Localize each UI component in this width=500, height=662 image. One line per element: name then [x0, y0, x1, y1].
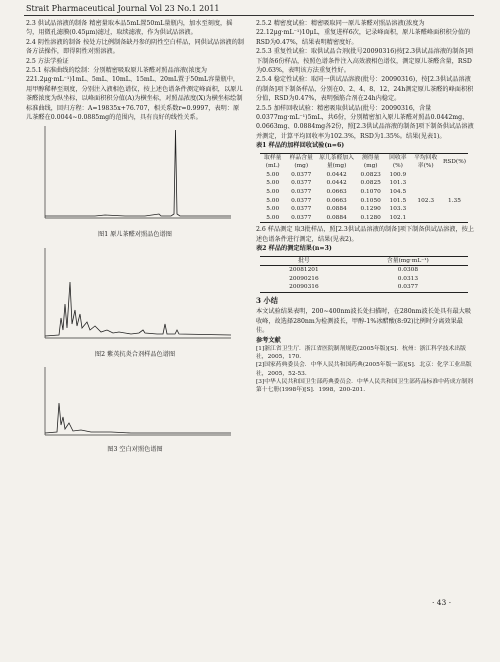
table-1-header-cell: 测得量(mg)	[356, 153, 385, 171]
table-cell: 0.0442	[326, 171, 347, 178]
table-cell: 0.0884	[317, 214, 356, 223]
table-cell: 100.9	[389, 171, 407, 178]
table-cell: 20090316	[260, 283, 348, 292]
table-1-header-cell: 原儿茶醛加入量(mg)	[317, 153, 356, 171]
table-2-caption: 表2 样品的测定结果(n=3)	[256, 245, 332, 253]
table-cell: 20081201	[289, 267, 319, 274]
table-2-row	[260, 283, 468, 292]
figure-1-caption: 图1 原儿茶醛对照品色谱图	[98, 231, 172, 239]
section-2-5-4: 2.5.4 稳定性试验：取同一供试品溶液(批号：20090316)，按[2.3供试品溶液的制备]项下制备样品，分别在0、2、4、8、12、24h测定原儿茶醛的峰面积积分值，RSD为0.47%，表明强筋合剂在24h内稳定。	[256, 76, 474, 103]
table-2-header-cell: 含量(mg·mL⁻¹)	[348, 256, 468, 266]
table-cell	[411, 214, 441, 223]
table-cell: 0.0884	[326, 206, 347, 213]
table-1-row	[260, 205, 468, 214]
section-3-heading: 3 小结	[256, 296, 278, 306]
table-cell: 0.1280	[356, 214, 385, 223]
table-cell: 0.0377	[291, 206, 312, 213]
section-2-5-heading: 2.5 方法学验证	[26, 57, 69, 65]
table-cell	[441, 179, 468, 188]
table-cell: 0.0377	[285, 214, 317, 223]
table-cell: 0.1290	[360, 206, 381, 213]
table-1-row	[260, 188, 468, 197]
section-3-summary: 本文试验结果表明，200~400nm波长处扫描时，在280nm波长处具有最大吸收峰，故选择280nm为检测波长，甲醇-1%冰醋酸(8:92)比例时分离效果最佳。	[256, 308, 472, 335]
figure-2-caption: 图2 紫英抗炎合剂样品色谱图	[94, 350, 176, 358]
journal-header: Strait Pharmaceutical Journal Vol 23 No.1 2011	[26, 4, 220, 13]
section-2-4: 2.4 阴性溶液的制备 按处方比例制备缺丹参的阴性空白样品，同供试品溶液的制备方法操作，即得阴性对照溶液。	[26, 38, 244, 56]
table-cell	[441, 171, 468, 180]
table-cell	[411, 188, 441, 197]
table-cell: 101.3	[389, 180, 407, 187]
section-2-5-3: 2.5.3 重复性试验：取供试品合剂(批号20090316)按[2.3供试品溶液的制备]项下制备6份样品，按照色谱条件注入高效液相色谱仪，测定原儿茶醛含量，RSD为0.63%，表明该方法重复性好。	[256, 48, 474, 75]
table-1-header-cell: 平均回收率(%)	[411, 153, 441, 171]
table-cell: 104.5	[389, 189, 407, 196]
table-cell: 0.0377	[291, 189, 312, 196]
section-2-5-1: 2.5.1 标准曲线的绘制：分别精密吸取原儿茶醛对照品溶液(浓度为221.2μg·mL⁻¹)1mL、5mL、10mL、15mL、20mL置于50mL容量瓶中，用甲醇稀释至刻度，分别注入液相色谱仪，按上述色谱条件测定峰面积，以原儿茶醛浓度为纵坐标，以峰面积积分值(A)为横坐标，对照品浓度(X)为横坐标绘制标准曲线，回归方程：A=19835x+76.707，相关系数r=0.9997，表明：原儿茶醛在0.0044~0.0885mg的范围内，具有良好的线性关系。	[26, 67, 243, 122]
section-2-5-5: 2.5.5 加样回收试验：精密吸取供试品(批号：20090316，含量0.0377mg·mL⁻¹)5mL，共6份，分别精密加入原儿茶醛对照品0.0442mg、0.0663mg、0.0884mg各2份，照[2.3供试品溶液的制备]项下制备供试品溶液并测定，计算平均回收率为102.3%，RSD为1.35%。结果(见表1)。	[256, 104, 474, 140]
table-1-header-cell: 取样量(mL)	[260, 153, 285, 171]
table-2-row	[260, 266, 468, 275]
table-cell: 0.0377	[348, 283, 468, 292]
table-cell: 0.0377	[291, 197, 312, 204]
reference-item: [3]中华人民共和国卫生部药典委员会．中华人民共和国卫生部药品标准中药成方制剂第十七册(1998年)[S]．1998，200-201.	[256, 378, 473, 394]
table-1	[260, 153, 468, 224]
table-cell: 5.00	[266, 180, 280, 187]
figure-1-chromatogram	[35, 122, 235, 228]
table-cell	[441, 214, 468, 223]
figure-3-caption: 图3 空白对照色谱图	[107, 446, 163, 454]
table-cell: 0.0313	[397, 275, 419, 282]
table-2-header-cell: 批号	[260, 256, 348, 266]
table-cell: 0.1070	[360, 189, 381, 196]
right-column	[256, 19, 474, 394]
table-cell: 0.0442	[326, 180, 347, 187]
table-1-row	[260, 179, 468, 188]
table-cell: 0.0663	[326, 189, 347, 196]
table-cell: 5.00	[260, 214, 285, 223]
table-1-row	[260, 214, 468, 223]
table-cell: 5.00	[266, 171, 280, 178]
table-1-average-recovery: 102.3	[417, 197, 435, 204]
section-2-6: 2.6 样品测定 取3批样品，照[2.3供试品溶液的制备]项下制备供试品溶液，按上述色谱条件进行测定，结果(见表2)。	[256, 226, 475, 243]
reference-item: [2]国家药典委员会．中华人民共和国药典(2005年版一部)[S]．北京：化学工业出版社，2005，52-53.	[256, 362, 472, 377]
table-cell: 101.5	[389, 197, 407, 204]
table-cell	[411, 171, 441, 180]
left-column	[26, 19, 244, 459]
table-cell: 0.0377	[291, 171, 312, 178]
table-cell: 103.3	[389, 206, 407, 213]
section-2-5-2: 2.5.2 精密度试验：精密吸取同一原儿茶醛对照品溶液(浓度为22.12μg·mL⁻¹)10μL，重复进样6次，记录峰面积，原儿茶醛峰面积积分值的RSD为0.47%，结果表明精密度好。	[256, 20, 471, 46]
table-cell: 0.0825	[360, 180, 381, 187]
header-rule	[24, 15, 474, 16]
table-2-row	[260, 275, 468, 284]
table-cell	[441, 205, 468, 214]
figure-3-chromatogram	[35, 363, 235, 443]
table-1-header-cell: 回收率(%)	[385, 153, 410, 171]
reference-item: [1]浙江省卫生厅．浙江省医院制剂规范(2005年版)[S]．杭州：浙江科学技术出版社，2005，170.	[256, 346, 466, 361]
table-cell: 20090216	[289, 275, 319, 282]
table-1-row	[260, 171, 468, 180]
figure-2-chromatogram	[35, 244, 235, 348]
section-2-3: 2.3 供试品溶液的制备 精密量取本品5mL置50mL量瓶内，加水至刻度，摇匀，用微孔滤膜(0.45μm)滤过，取续滤液，作为供试品溶液。	[26, 20, 233, 37]
table-1-rsd: 1.35	[448, 197, 461, 204]
table-1-header-cell: RSD(%)	[441, 153, 468, 171]
table-cell: 0.0377	[291, 180, 312, 187]
table-1-header-cell: 样品含量(mg)	[285, 153, 317, 171]
page-number: · 43 ·	[432, 598, 452, 607]
table-cell	[441, 188, 468, 197]
table-cell	[411, 179, 441, 188]
table-cell: 5.00	[266, 189, 280, 196]
table-cell: 5.00	[266, 206, 280, 213]
table-cell	[411, 205, 441, 214]
table-cell: 0.0663	[326, 197, 347, 204]
table-1-caption: 表1 样品的加样回收试验(n=6)	[256, 142, 345, 150]
table-1-row	[260, 197, 468, 206]
references-heading: 参考文献	[256, 336, 281, 344]
table-cell: 0.0823	[360, 171, 381, 178]
table-cell: 0.1050	[360, 197, 381, 204]
table-cell: 102.1	[385, 214, 410, 223]
table-2	[260, 256, 468, 293]
table-cell: 5.00	[266, 197, 280, 204]
table-cell: 0.0308	[397, 267, 419, 274]
